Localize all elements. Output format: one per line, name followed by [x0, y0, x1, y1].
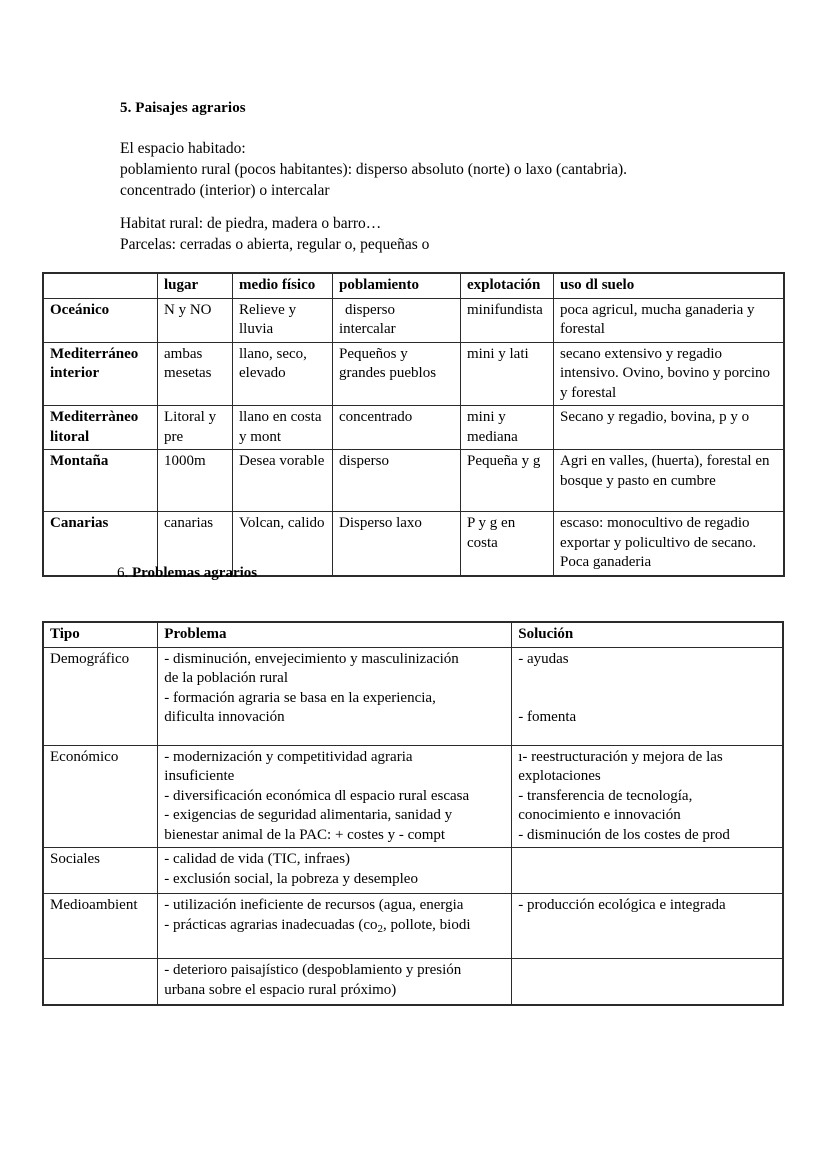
- section-6-title: Problemas agrarios: [128, 565, 258, 581]
- cell-line: - disminución de los costes de prod: [518, 826, 730, 843]
- cell-problema: [158, 745, 512, 848]
- cell-line-part: , pollote, biodi: [383, 916, 471, 933]
- cell-line: - disminución, envejecimiento y masculinización: [164, 650, 459, 667]
- column-header-uso-del-suelo: uso dl suelo: [554, 274, 784, 299]
- cell-medio-fisico: llano, seco, elevado: [233, 342, 333, 406]
- column-header-tipo: Tipo: [44, 623, 158, 648]
- cell-tipo: Demográfico: [44, 647, 158, 745]
- table-row: [44, 647, 783, 745]
- cell-problema: [158, 848, 512, 894]
- cell-line: conocimiento e innovación: [518, 807, 681, 823]
- column-header-poblamiento: poblamiento: [333, 274, 461, 299]
- cell-tipo: Mediterráneo interior: [44, 342, 158, 406]
- table-row: [44, 298, 784, 342]
- paisajes-agrarios-table: [43, 273, 784, 576]
- cell-line: - ayudas: [518, 650, 569, 667]
- cell-line: ı- reestructuración y mejora de las: [518, 748, 723, 765]
- paragraph-line: concentrado (interior) o intercalar: [120, 182, 330, 199]
- table-row: [44, 894, 783, 959]
- cell-tipo: Medioambient: [44, 894, 158, 959]
- table-row: [44, 848, 783, 894]
- column-header-lugar: lugar: [158, 274, 233, 299]
- cell-lugar: N y NO: [158, 298, 233, 342]
- subscript-two: 2: [377, 922, 384, 935]
- cell-solucion: [512, 894, 783, 959]
- table-row: [44, 745, 783, 848]
- cell-poblamiento: concentrado: [333, 406, 461, 450]
- column-header-problema: Problema: [158, 623, 512, 648]
- cell-uso-del-suelo: secano extensivo y regadio intensivo. Ovino, bovino y porcino y forestal: [554, 342, 784, 406]
- cell-line: bienestar animal de la PAC: + costes y - compt: [164, 826, 446, 843]
- cell-line: dificulta innovación: [164, 709, 285, 725]
- cell-poblamiento: disperso: [333, 450, 461, 512]
- cell-poblamiento: [333, 298, 461, 342]
- cell-explotacion: P y g en costa: [461, 512, 554, 576]
- cell-uso-del-suelo: poca agricul, mucha ganaderia y forestal: [554, 298, 784, 342]
- cell-medio-fisico: llano en costa y mont: [233, 406, 333, 450]
- cell-line: - transferencia de tecnología,: [518, 787, 693, 804]
- cell-line: - deterioro paisajístico (despoblamiento y presión: [164, 962, 462, 978]
- cell-line: disperso: [345, 301, 395, 318]
- cell-spacer: [518, 689, 777, 709]
- section-5-paragraph-2: [120, 213, 429, 255]
- cell-explotacion: minifundista: [461, 298, 554, 342]
- cell-tipo: Sociales: [44, 848, 158, 894]
- column-header-medio-fisico: medio físico: [233, 274, 333, 299]
- cell-line: intercalar: [339, 321, 396, 337]
- cell-tipo: [44, 959, 158, 1005]
- cell-poblamiento: Disperso laxo: [333, 512, 461, 576]
- cell-line: explotaciones: [518, 768, 601, 784]
- column-header-explotacion: explotación: [461, 274, 554, 299]
- paragraph-line: poblamiento rural (pocos habitantes): disperso absoluto (norte) o laxo (cantabria).: [120, 161, 628, 178]
- cell-medio-fisico: Relieve y lluvia: [233, 298, 333, 342]
- cell-line: insuficiente: [164, 768, 235, 784]
- column-header-blank: [44, 274, 158, 299]
- cell-line: - producción ecológica e integrada: [518, 897, 726, 913]
- cell-tipo: Canarias: [44, 512, 158, 576]
- section-6-number: 6.: [117, 565, 129, 581]
- cell-uso-del-suelo: Agri en valles, (huerta), forestal en bosque y pasto en cumbre: [554, 450, 784, 512]
- cell-tipo: Económico: [44, 745, 158, 848]
- cell-explotacion: Pequeña y g: [461, 450, 554, 512]
- table-row: [44, 450, 784, 512]
- cell-problema: [158, 959, 512, 1005]
- cell-line-part: - prácticas agrarias inadecuadas (co: [164, 916, 378, 933]
- table-header-row: [44, 623, 783, 648]
- cell-lugar: ambas mesetas: [158, 342, 233, 406]
- cell-solucion: [512, 848, 783, 894]
- table-row: [44, 406, 784, 450]
- cell-line: - utilización ineficiente de recursos (agua, energia: [164, 897, 464, 913]
- cell-tipo: Mediterràneo litoral: [44, 406, 158, 450]
- cell-tipo: Oceánico: [44, 298, 158, 342]
- cell-spacer: [518, 669, 777, 689]
- cell-line: - fomenta: [518, 709, 577, 725]
- cell-line: - exclusión social, la pobreza y desempleo: [164, 870, 418, 887]
- problemas-agrarios-table: [43, 622, 783, 1005]
- cell-lugar: Litoral y pre: [158, 406, 233, 450]
- cell-uso-del-suelo: Secano y regadio, bovina, p y o: [554, 406, 784, 450]
- cell-problema: [158, 647, 512, 745]
- cell-uso-del-suelo: escaso: monocultivo de regadio exportar y policultivo de secano. Poca ganaderia: [554, 512, 784, 576]
- paragraph-line: Habitat rural: de piedra, madera o barro…: [120, 215, 382, 232]
- table-row: [44, 959, 783, 1005]
- cell-line: - formación agraria se basa en la experiencia,: [164, 689, 436, 706]
- cell-line: - diversificación económica dl espacio rural escasa: [164, 787, 470, 804]
- cell-line: [164, 916, 506, 937]
- cell-medio-fisico: Desea vorable: [233, 450, 333, 512]
- section-5-heading: 5. Paisajes agrarios: [120, 100, 246, 116]
- cell-medio-fisico: Volcan, calido: [233, 512, 333, 576]
- cell-lugar: 1000m: [158, 450, 233, 512]
- cell-line: - modernización y competitividad agraria: [164, 748, 413, 765]
- cell-line: - calidad de vida (TIC, infraes): [164, 851, 351, 867]
- table-row: [44, 342, 784, 406]
- cell-poblamiento: Pequeños y grandes pueblos: [333, 342, 461, 406]
- cell-problema: [158, 894, 512, 959]
- cell-lugar: canarias: [158, 512, 233, 576]
- section-5-paragraph-1: [120, 138, 627, 201]
- cell-explotacion: mini y mediana: [461, 406, 554, 450]
- cell-line: urbana sobre el espacio rural próximo): [164, 981, 397, 998]
- paragraph-line: Parcelas: cerradas o abierta, regular o, pequeñas o: [120, 236, 430, 253]
- cell-solucion: [512, 745, 783, 848]
- cell-solucion: [512, 959, 783, 1005]
- paragraph-line: El espacio habitado:: [120, 140, 246, 157]
- cell-line: de la población rural: [164, 670, 288, 686]
- section-6-heading: [117, 565, 257, 582]
- column-header-solucion: Solución: [512, 623, 783, 648]
- cell-tipo: Montaña: [44, 450, 158, 512]
- cell-line: - exigencias de seguridad alimentaria, sanidad y: [164, 807, 453, 823]
- table-header-row: [44, 274, 784, 299]
- cell-solucion: [512, 647, 783, 745]
- cell-explotacion: mini y lati: [461, 342, 554, 406]
